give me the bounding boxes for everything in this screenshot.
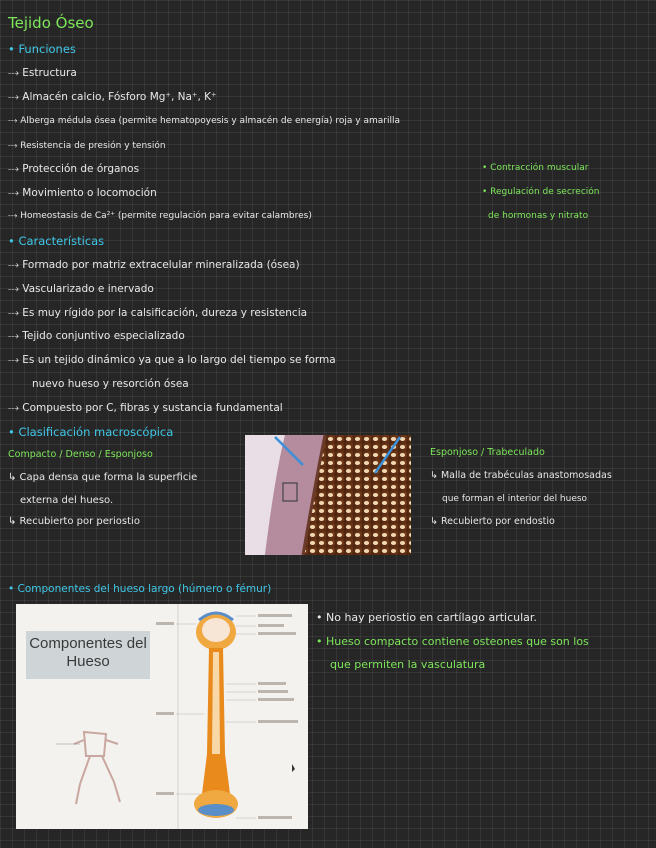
section-heading-funciones: • Funciones [8, 42, 76, 56]
caracteristica-item: ⤏ Es un tejido dinámico ya que a lo largo del tiempo se forma [8, 354, 336, 366]
bone-tissue-photo [245, 435, 411, 555]
page-title: Tejido Óseo [8, 14, 94, 32]
funcion-item: ⤏ Estructura [8, 67, 77, 79]
compacto-item: ↳ Recubierto por periostio [8, 516, 140, 527]
caracteristica-item: ⤏ Vascularizado e inervado [8, 283, 154, 295]
esponjoso-item: ↳ Malla de trabéculas anastomosadas [430, 470, 612, 481]
funcion-item: ⤏ Movimiento o locomoción [8, 187, 157, 199]
caracteristica-item: ⤏ Tejido conjuntivo especializado [8, 330, 185, 342]
esponjoso-item: que forman el interior del hueso [442, 494, 588, 504]
caracteristica-item: ⤏ Formado por matriz extracelular mineralizada (ósea) [8, 259, 300, 271]
componentes-note: que permiten la vasculatura [330, 658, 486, 671]
section-heading-caracteristicas: • Características [8, 234, 105, 248]
section-heading-componentes: • Componentes del hueso largo (húmero o fémur) [8, 583, 272, 595]
funcion-item: ⤏ Homeostasis de Ca²⁺ (permite regulación para evitar calambres) [8, 211, 312, 221]
componentes-note: • No hay periostio en cartílago articular. [316, 611, 537, 624]
compacto-title: Compacto / Denso / Esponjoso [8, 449, 153, 460]
caracteristica-item: ⤏ Compuesto por C, fibras y sustancia fundamental [8, 402, 283, 414]
compacto-item: externa del hueso. [20, 495, 114, 506]
funcion-item: ⤏ Resistencia de presión y tensión [8, 141, 166, 151]
section-heading-clasificacion: • Clasificación macroscópica [8, 425, 174, 439]
side-note: de hormonas y nitrato [488, 211, 589, 221]
funcion-item: ⤏ Alberga médula ósea (permite hematopoyesis y almacén de energía) roja y amarilla [8, 116, 400, 126]
side-note: • Contracción muscular [482, 163, 589, 173]
funcion-item: ⤏ Protección de órganos [8, 163, 140, 175]
funcion-item: ⤏ Almacén calcio, Fósforo Mg⁺, Na⁺, K⁺ [8, 91, 217, 103]
compacto-item: ↳ Capa densa que forma la superficie [8, 472, 198, 483]
slide-title: Componentes del Hueso [26, 631, 150, 679]
bone-tissue-illustration [245, 435, 411, 555]
esponjoso-item: ↳ Recubierto por endostio [430, 516, 555, 527]
side-note: • Regulación de secreción [482, 187, 600, 197]
caracteristica-item: ⤏ Es muy rígido por la calsificación, dureza y resistencia [8, 307, 308, 319]
esponjoso-title: Esponjoso / Trabeculado [430, 447, 545, 458]
componentes-note: • Hueso compacto contiene osteones que son los [316, 635, 589, 648]
caracteristica-item: nuevo hueso y resorción ósea [32, 378, 189, 390]
